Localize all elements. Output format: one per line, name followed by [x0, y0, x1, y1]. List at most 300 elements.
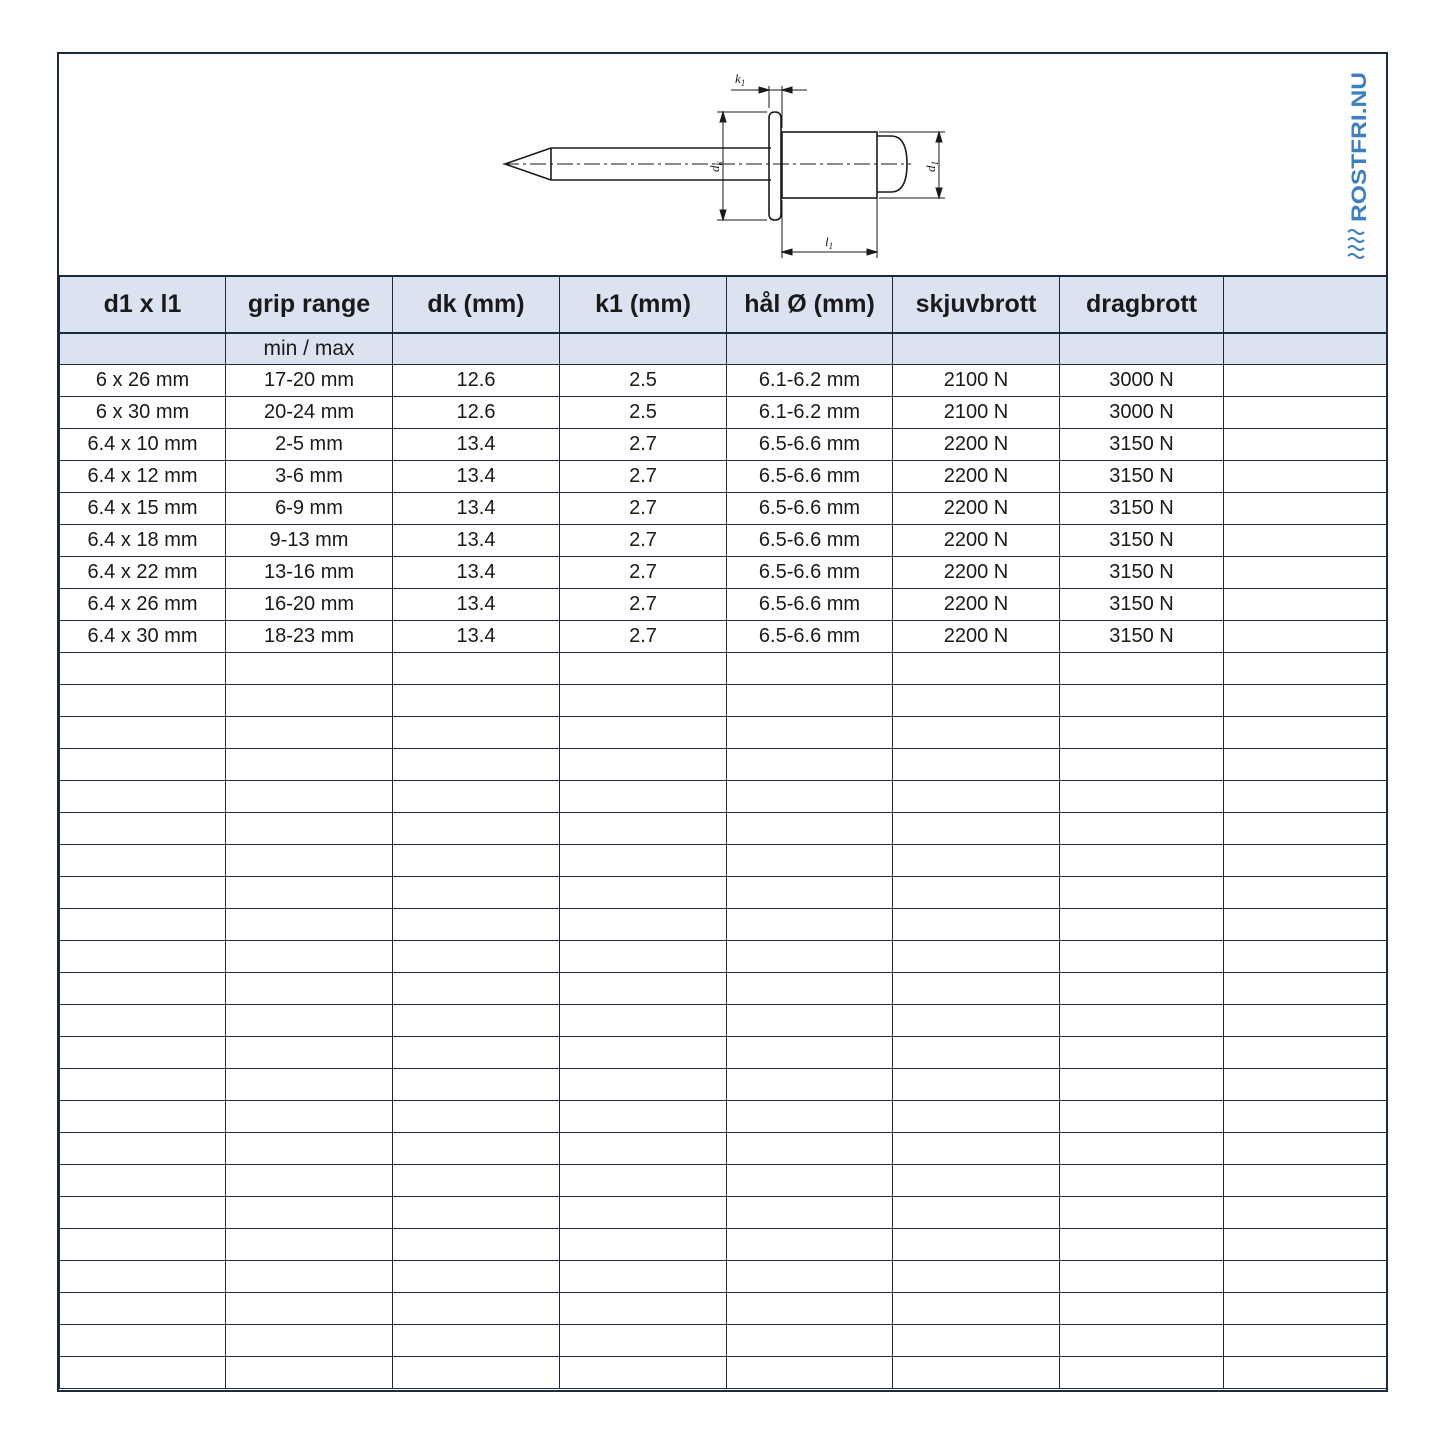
- table-cell: [560, 749, 727, 781]
- table-cell: [893, 941, 1060, 973]
- table-cell: [560, 1357, 727, 1389]
- subheader-cell: [727, 333, 893, 365]
- table-row: [60, 1005, 1387, 1037]
- table-cell: 2.7: [560, 493, 727, 525]
- table-cell: [60, 1261, 226, 1293]
- table-cell: [1060, 1037, 1224, 1069]
- table-cell: [1060, 845, 1224, 877]
- table-cell: [226, 877, 393, 909]
- table-cell: 2200 N: [893, 621, 1060, 653]
- table-cell: 6.4 x 26 mm: [60, 589, 226, 621]
- table-cell: [226, 1133, 393, 1165]
- table-cell: [1224, 973, 1387, 1005]
- table-cell: [1060, 685, 1224, 717]
- table-cell: [893, 909, 1060, 941]
- table-row: [60, 1229, 1387, 1261]
- table-cell: [393, 813, 560, 845]
- table-cell: 9-13 mm: [226, 525, 393, 557]
- table-cell: [893, 1261, 1060, 1293]
- table-cell: [1224, 557, 1387, 589]
- table-cell: [893, 1325, 1060, 1357]
- subheader-cell: [893, 333, 1060, 365]
- table-row: [60, 493, 1387, 525]
- table-cell: [560, 1133, 727, 1165]
- table-row: [60, 1069, 1387, 1101]
- table-cell: [393, 1005, 560, 1037]
- table-row: [60, 1133, 1387, 1165]
- table-cell: [893, 781, 1060, 813]
- table-cell: [393, 1101, 560, 1133]
- table-cell: 6.5-6.6 mm: [727, 557, 893, 589]
- table-cell: [393, 1069, 560, 1101]
- table-cell: [727, 1037, 893, 1069]
- table-cell: [226, 1261, 393, 1293]
- table-cell: [1224, 749, 1387, 781]
- subheader-cell: [560, 333, 727, 365]
- table-cell: [560, 973, 727, 1005]
- table-cell: [393, 845, 560, 877]
- table-cell: 2200 N: [893, 493, 1060, 525]
- table-cell: [60, 1165, 226, 1197]
- table-row: [60, 461, 1387, 493]
- table-cell: [1060, 1229, 1224, 1261]
- table-cell: [393, 1229, 560, 1261]
- table-row: [60, 653, 1387, 685]
- table-cell: [560, 845, 727, 877]
- table-cell: [226, 1005, 393, 1037]
- table-cell: [1224, 909, 1387, 941]
- table-cell: 3000 N: [1060, 397, 1224, 429]
- rivet-head: [769, 112, 781, 220]
- table-cell: [893, 973, 1060, 1005]
- table-cell: 6.4 x 12 mm: [60, 461, 226, 493]
- table-cell: [893, 685, 1060, 717]
- table-row: [60, 1357, 1387, 1389]
- table-cell: [1224, 1005, 1387, 1037]
- table-cell: [727, 1293, 893, 1325]
- table-cell: [1224, 397, 1387, 429]
- table-cell: [1060, 1133, 1224, 1165]
- table-cell: 6.4 x 22 mm: [60, 557, 226, 589]
- table-cell: 2.7: [560, 461, 727, 493]
- table-cell: 6 x 30 mm: [60, 397, 226, 429]
- table-cell: [893, 1037, 1060, 1069]
- table-cell: [727, 1165, 893, 1197]
- column-header: dk (mm): [393, 276, 560, 333]
- table-cell: [60, 1357, 226, 1389]
- table-cell: [226, 1197, 393, 1229]
- column-header: d1 x l1: [60, 276, 226, 333]
- table-cell: [893, 1229, 1060, 1261]
- table-cell: [1060, 1357, 1224, 1389]
- table-cell: [226, 909, 393, 941]
- table-cell: 2.7: [560, 429, 727, 461]
- table-cell: [727, 1197, 893, 1229]
- table-cell: [393, 877, 560, 909]
- table-cell: 2200 N: [893, 589, 1060, 621]
- table-cell: [727, 781, 893, 813]
- table-cell: [560, 1005, 727, 1037]
- column-header: skjuvbrott: [893, 276, 1060, 333]
- column-header: hål Ø (mm): [727, 276, 893, 333]
- table-row: [60, 941, 1387, 973]
- table-cell: 3150 N: [1060, 493, 1224, 525]
- table-cell: 2.7: [560, 589, 727, 621]
- table-cell: 13-16 mm: [226, 557, 393, 589]
- table-cell: [226, 1165, 393, 1197]
- table-cell: [1060, 749, 1224, 781]
- table-cell: 6.5-6.6 mm: [727, 429, 893, 461]
- table-cell: [1224, 1261, 1387, 1293]
- table-cell: [393, 685, 560, 717]
- table-cell: [226, 781, 393, 813]
- subheader-cell: [393, 333, 560, 365]
- table-cell: [393, 1357, 560, 1389]
- table-cell: [393, 653, 560, 685]
- logo-text: ROSTFRI.NU: [1348, 93, 1371, 222]
- table-cell: [1060, 813, 1224, 845]
- table-row: [60, 781, 1387, 813]
- table-cell: [393, 749, 560, 781]
- table-cell: [226, 685, 393, 717]
- table-cell: [893, 653, 1060, 685]
- column-header: grip range: [226, 276, 393, 333]
- table-cell: 2.5: [560, 365, 727, 397]
- table-row: [60, 1293, 1387, 1325]
- table-cell: [1224, 813, 1387, 845]
- table-row: [60, 845, 1387, 877]
- table-cell: [60, 1133, 226, 1165]
- table-row: [60, 685, 1387, 717]
- table-cell: [1224, 589, 1387, 621]
- table-cell: [60, 941, 226, 973]
- table-cell: [560, 877, 727, 909]
- table-cell: [60, 973, 226, 1005]
- table-cell: 2200 N: [893, 525, 1060, 557]
- table-cell: 6.5-6.6 mm: [727, 525, 893, 557]
- table-cell: [893, 1005, 1060, 1037]
- table-cell: [560, 1261, 727, 1293]
- table-cell: [893, 1133, 1060, 1165]
- table-cell: [727, 1229, 893, 1261]
- table-cell: [560, 1069, 727, 1101]
- table-cell: 3150 N: [1060, 525, 1224, 557]
- table-row: [60, 589, 1387, 621]
- table-cell: [1060, 1069, 1224, 1101]
- table-cell: [60, 1293, 226, 1325]
- table-cell: [393, 1325, 560, 1357]
- table-cell: 12.6: [393, 365, 560, 397]
- table-cell: [1224, 781, 1387, 813]
- table-cell: [893, 1069, 1060, 1101]
- table-cell: [727, 1261, 893, 1293]
- table-cell: [727, 1069, 893, 1101]
- table-cell: 12.6: [393, 397, 560, 429]
- table-row: [60, 1101, 1387, 1133]
- table-cell: [1224, 941, 1387, 973]
- table-cell: [1224, 1293, 1387, 1325]
- table-cell: [727, 749, 893, 781]
- table-cell: [60, 685, 226, 717]
- dk-label: $d_k$: [707, 161, 724, 172]
- table-cell: [560, 1293, 727, 1325]
- subheader-row: [60, 333, 1387, 365]
- table-cell: [560, 941, 727, 973]
- table-row: [60, 365, 1387, 397]
- table-cell: [893, 749, 1060, 781]
- table-cell: 16-20 mm: [226, 589, 393, 621]
- table-cell: 3150 N: [1060, 621, 1224, 653]
- table-cell: [560, 717, 727, 749]
- rivet-drawing: [499, 66, 959, 262]
- table-cell: [60, 749, 226, 781]
- table-cell: [1060, 653, 1224, 685]
- table-cell: 6.4 x 15 mm: [60, 493, 226, 525]
- table-cell: [727, 1133, 893, 1165]
- table-cell: [1060, 1101, 1224, 1133]
- subheader-cell: [60, 333, 226, 365]
- table-cell: [1224, 845, 1387, 877]
- table-cell: 6 x 26 mm: [60, 365, 226, 397]
- table-cell: [727, 1357, 893, 1389]
- table-cell: [226, 973, 393, 1005]
- table-cell: 13.4: [393, 429, 560, 461]
- table-cell: [1060, 1261, 1224, 1293]
- table-cell: [393, 1133, 560, 1165]
- table-cell: [60, 1325, 226, 1357]
- table-cell: [893, 813, 1060, 845]
- table-cell: 6.1-6.2 mm: [727, 397, 893, 429]
- table-cell: [560, 685, 727, 717]
- table-cell: 18-23 mm: [226, 621, 393, 653]
- table-cell: [1060, 781, 1224, 813]
- table-cell: [1224, 685, 1387, 717]
- table-cell: [1060, 909, 1224, 941]
- table-cell: [60, 717, 226, 749]
- wave-icon: [1348, 230, 1364, 258]
- table-cell: [60, 909, 226, 941]
- table-cell: [226, 813, 393, 845]
- spec-table: [59, 275, 1387, 1389]
- table-cell: 13.4: [393, 557, 560, 589]
- table-cell: [560, 653, 727, 685]
- table-cell: 3-6 mm: [226, 461, 393, 493]
- table-cell: [393, 1197, 560, 1229]
- table-cell: 6.4 x 30 mm: [60, 621, 226, 653]
- table-cell: 6-9 mm: [226, 493, 393, 525]
- table-cell: [1060, 941, 1224, 973]
- table-cell: [226, 1229, 393, 1261]
- table-cell: [560, 1165, 727, 1197]
- table-cell: [1224, 1133, 1387, 1165]
- table-cell: [1224, 877, 1387, 909]
- table-cell: 6.4 x 18 mm: [60, 525, 226, 557]
- table-row: [60, 429, 1387, 461]
- table-cell: [1224, 365, 1387, 397]
- table-cell: [1060, 1197, 1224, 1229]
- table-cell: [560, 1037, 727, 1069]
- column-header: dragbrott: [1060, 276, 1224, 333]
- table-cell: [893, 845, 1060, 877]
- table-cell: [560, 781, 727, 813]
- table-cell: [893, 1357, 1060, 1389]
- table-row: [60, 813, 1387, 845]
- table-cell: 13.4: [393, 621, 560, 653]
- table-cell: [727, 941, 893, 973]
- column-header: k1 (mm): [560, 276, 727, 333]
- table-cell: 2.7: [560, 525, 727, 557]
- table-cell: 2.5: [560, 397, 727, 429]
- table-cell: [1060, 1165, 1224, 1197]
- table-cell: [393, 781, 560, 813]
- table-cell: [1060, 1005, 1224, 1037]
- table-cell: [1224, 525, 1387, 557]
- table-cell: [1224, 1357, 1387, 1389]
- table-cell: [226, 1357, 393, 1389]
- table-cell: [727, 1101, 893, 1133]
- table-cell: 3150 N: [1060, 589, 1224, 621]
- subheader-cell: [1060, 333, 1224, 365]
- table-cell: [393, 1165, 560, 1197]
- table-cell: [226, 717, 393, 749]
- table-row: [60, 1197, 1387, 1229]
- table-cell: [226, 1069, 393, 1101]
- table-row: [60, 397, 1387, 429]
- table-row: [60, 1165, 1387, 1197]
- table-cell: [393, 1293, 560, 1325]
- subheader-cell: min / max: [226, 333, 393, 365]
- table-cell: [727, 845, 893, 877]
- table-cell: [226, 845, 393, 877]
- table-cell: [727, 1325, 893, 1357]
- table-cell: 6.4 x 10 mm: [60, 429, 226, 461]
- table-cell: [60, 781, 226, 813]
- table-cell: 2-5 mm: [226, 429, 393, 461]
- table-cell: [560, 1197, 727, 1229]
- table-cell: [727, 973, 893, 1005]
- table-cell: [1060, 877, 1224, 909]
- table-cell: [893, 1165, 1060, 1197]
- table-cell: [1224, 621, 1387, 653]
- table-cell: [1060, 1325, 1224, 1357]
- table-cell: [393, 1261, 560, 1293]
- table-cell: [727, 717, 893, 749]
- table-cell: [893, 1293, 1060, 1325]
- table-cell: [560, 909, 727, 941]
- table-row: [60, 1037, 1387, 1069]
- table-cell: 6.5-6.6 mm: [727, 621, 893, 653]
- table-cell: 2100 N: [893, 365, 1060, 397]
- table-cell: [727, 877, 893, 909]
- table-row: [60, 1261, 1387, 1293]
- table-cell: [560, 1101, 727, 1133]
- table-row: [60, 749, 1387, 781]
- table-row: [60, 621, 1387, 653]
- table-cell: [727, 813, 893, 845]
- l1-label: $l_1$: [825, 234, 834, 251]
- table-cell: [60, 1069, 226, 1101]
- header-row: [60, 276, 1387, 333]
- table-cell: 2.7: [560, 557, 727, 589]
- table-cell: [226, 1293, 393, 1325]
- rostfri-logo: [1342, 72, 1372, 262]
- table-cell: [893, 717, 1060, 749]
- table-cell: [60, 845, 226, 877]
- table-cell: [226, 749, 393, 781]
- table-cell: [560, 813, 727, 845]
- table-row: [60, 525, 1387, 557]
- table-cell: [226, 653, 393, 685]
- table-row: [60, 909, 1387, 941]
- table-cell: [1224, 1101, 1387, 1133]
- table-cell: [393, 941, 560, 973]
- spec-sheet: [57, 52, 1388, 1392]
- d1-label: $d_1$: [923, 161, 940, 172]
- table-cell: [60, 1197, 226, 1229]
- table-cell: [1224, 1069, 1387, 1101]
- table-cell: 6.5-6.6 mm: [727, 589, 893, 621]
- table-cell: [226, 1037, 393, 1069]
- table-cell: 3150 N: [1060, 429, 1224, 461]
- table-cell: [60, 1037, 226, 1069]
- subheader-cell: [1224, 333, 1387, 365]
- table-cell: 2200 N: [893, 557, 1060, 589]
- table-cell: [226, 941, 393, 973]
- table-body: [60, 365, 1387, 1389]
- table-row: [60, 973, 1387, 1005]
- table-cell: 2100 N: [893, 397, 1060, 429]
- table-cell: 6.5-6.6 mm: [727, 493, 893, 525]
- table-cell: 2.7: [560, 621, 727, 653]
- table-row: [60, 717, 1387, 749]
- table-cell: 6.1-6.2 mm: [727, 365, 893, 397]
- table-cell: 17-20 mm: [226, 365, 393, 397]
- table-cell: 13.4: [393, 525, 560, 557]
- table-cell: 20-24 mm: [226, 397, 393, 429]
- column-header: [1224, 276, 1387, 333]
- table-cell: 6.5-6.6 mm: [727, 461, 893, 493]
- table-cell: [60, 1229, 226, 1261]
- table-cell: [393, 1037, 560, 1069]
- table-cell: [893, 1197, 1060, 1229]
- table-cell: [1224, 1165, 1387, 1197]
- table-cell: [1224, 717, 1387, 749]
- table-cell: [1224, 1037, 1387, 1069]
- table-cell: [226, 1325, 393, 1357]
- table-cell: 13.4: [393, 589, 560, 621]
- table-cell: 13.4: [393, 461, 560, 493]
- table-cell: [60, 1005, 226, 1037]
- table-cell: 13.4: [393, 493, 560, 525]
- table-row: [60, 1325, 1387, 1357]
- table-cell: [60, 877, 226, 909]
- k1-label: $k_1$: [735, 71, 746, 88]
- table-cell: [727, 685, 893, 717]
- table-cell: 3150 N: [1060, 461, 1224, 493]
- table-cell: [393, 909, 560, 941]
- table-row: [60, 557, 1387, 589]
- table-cell: [1224, 1229, 1387, 1261]
- table-cell: 2200 N: [893, 461, 1060, 493]
- table-cell: [1224, 653, 1387, 685]
- table-cell: 2200 N: [893, 429, 1060, 461]
- table-cell: 3000 N: [1060, 365, 1224, 397]
- table-cell: 3150 N: [1060, 557, 1224, 589]
- table-cell: [727, 1005, 893, 1037]
- table-cell: [1224, 1197, 1387, 1229]
- table-cell: [1224, 429, 1387, 461]
- table-cell: [1060, 973, 1224, 1005]
